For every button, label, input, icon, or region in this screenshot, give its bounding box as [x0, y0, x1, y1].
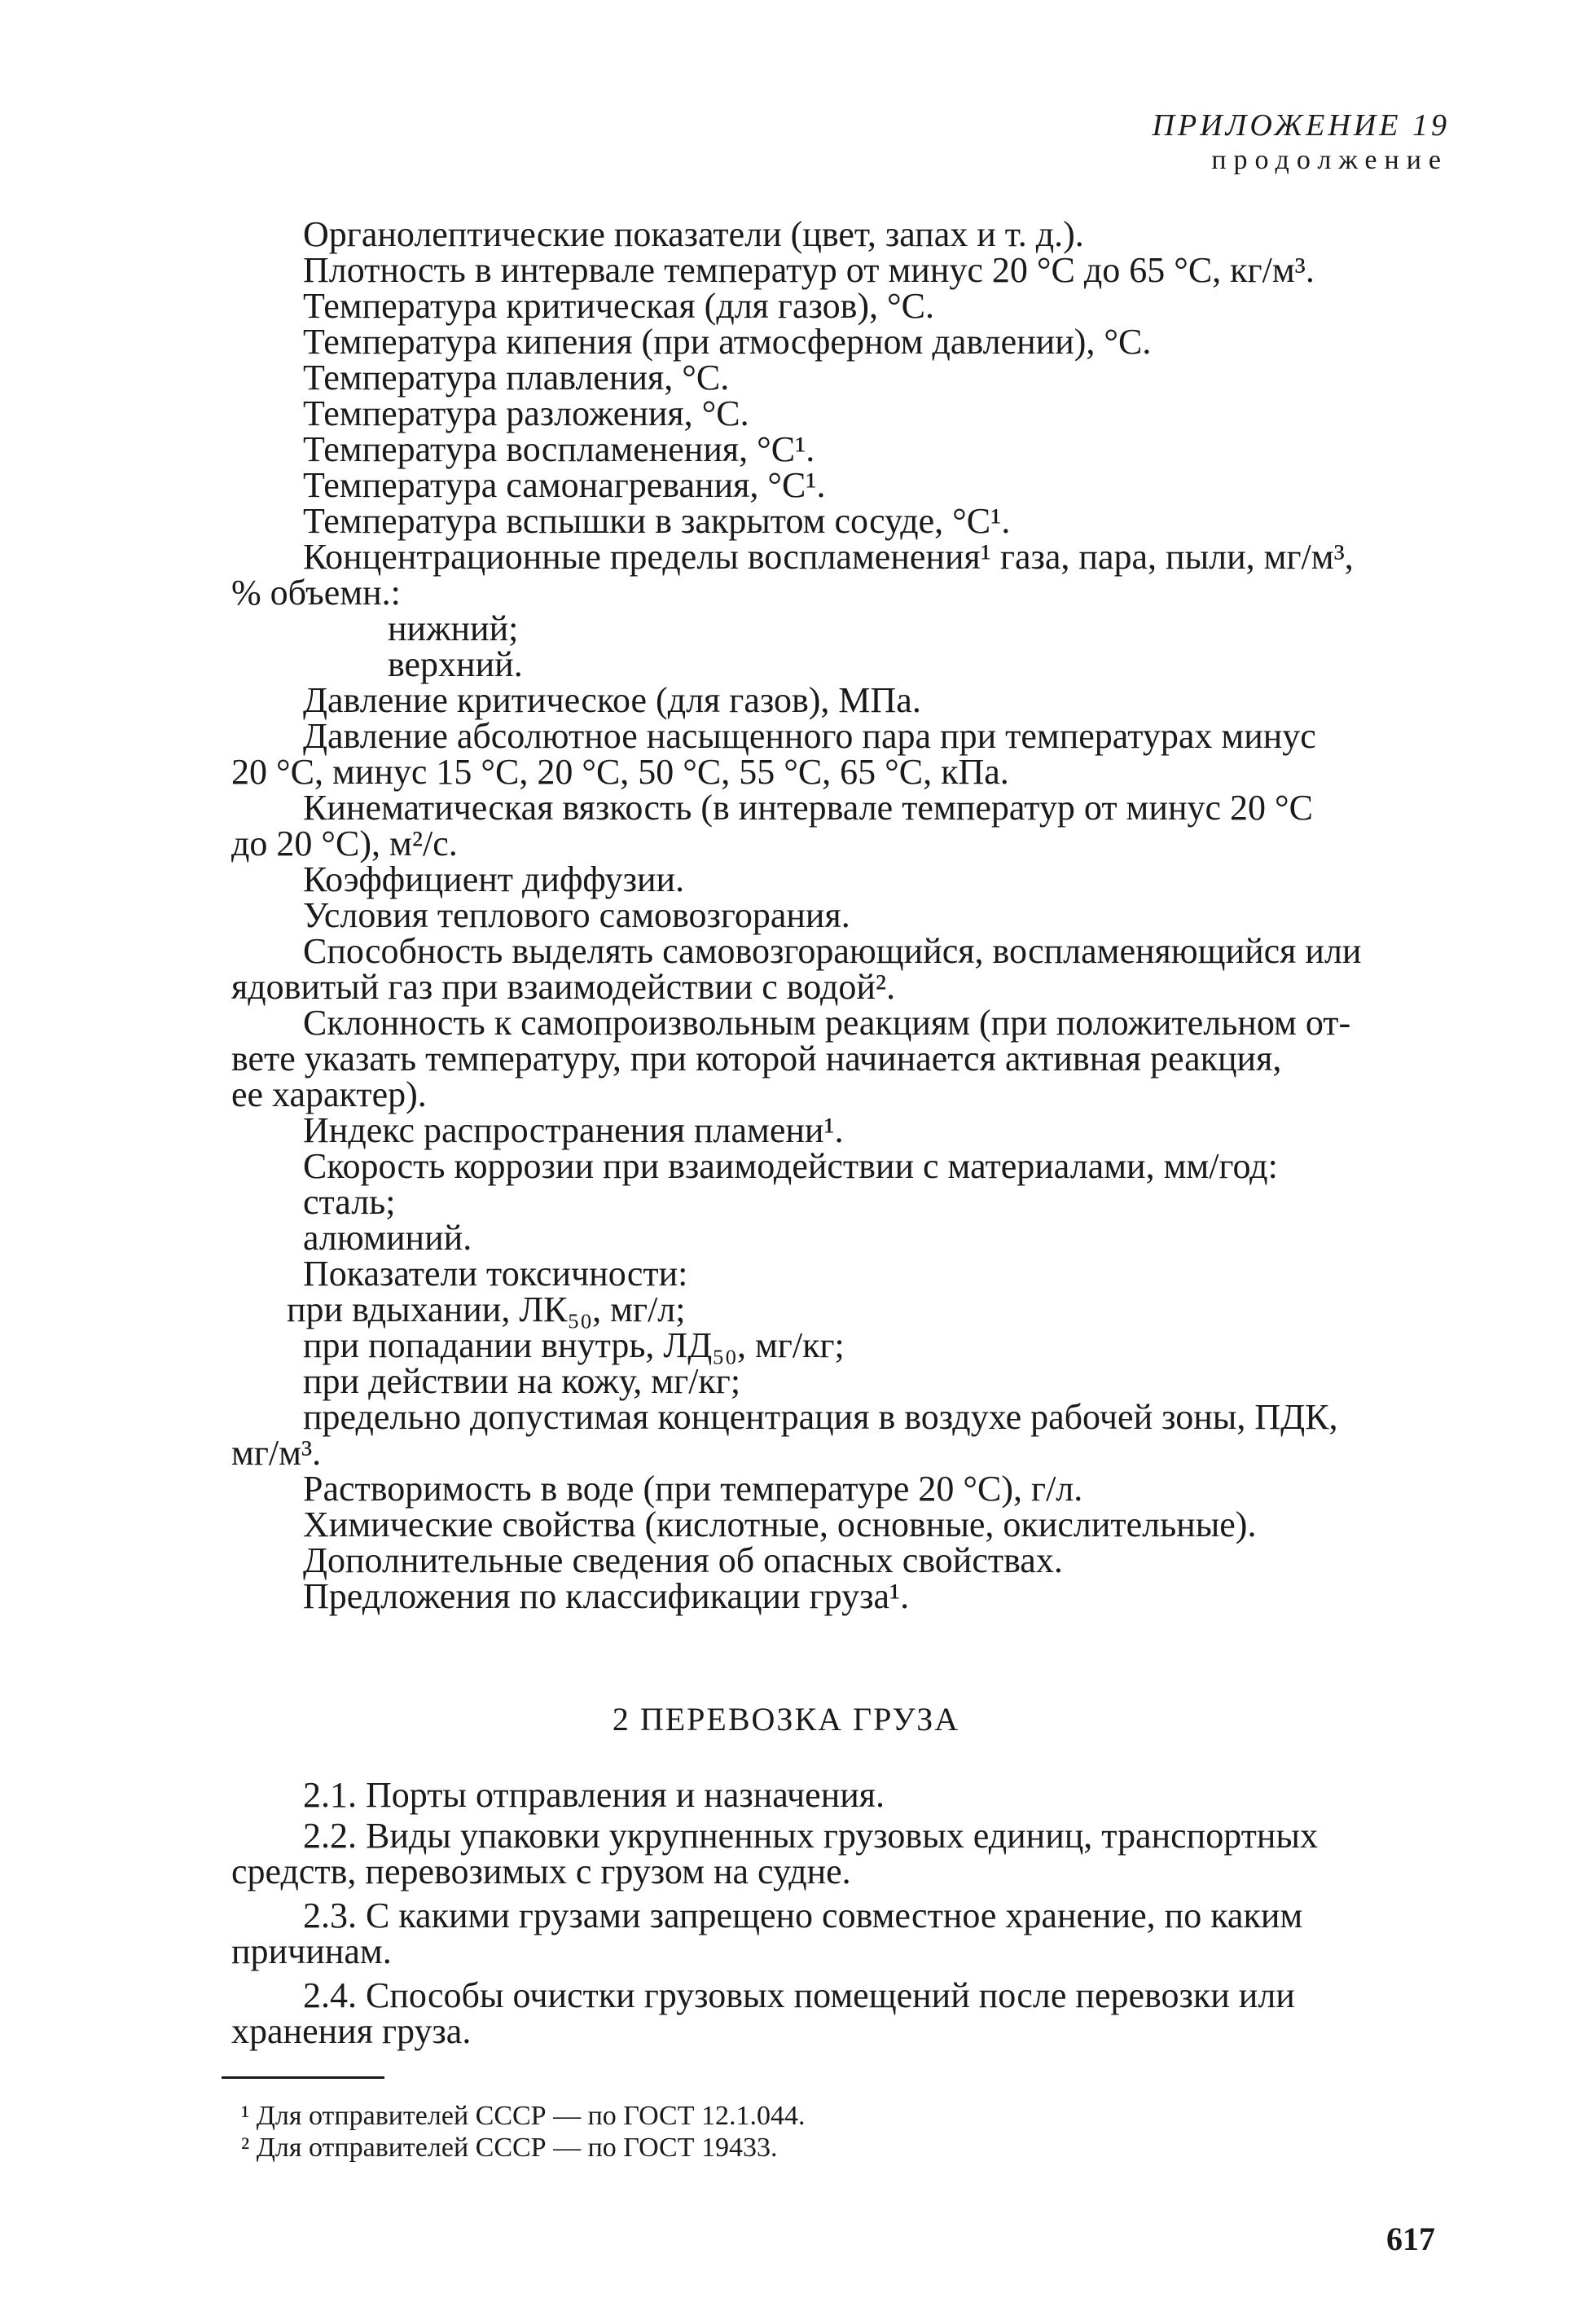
property-line: Показатели токсичности:: [303, 1254, 688, 1294]
property-line: Условия теплового самовозгорания.: [303, 895, 850, 935]
footnote-divider: [222, 2076, 384, 2079]
property-line: Давление абсолютное насыщенного пара при температурах минус: [303, 716, 1316, 756]
property-line: Скорость коррозии при взаимодействии с материалами, мм/год:: [303, 1146, 1278, 1186]
property-line: Температура критическая (для газов), °С.: [303, 286, 934, 326]
property-line: Предложения по классификации груза¹.: [303, 1576, 910, 1616]
property-line: верхний.: [388, 644, 523, 684]
property-line: Органолептические показатели (цвет, запах и т. д.).: [303, 214, 1084, 254]
property-line: Давление критическое (для газов), МПа.: [303, 680, 921, 720]
property-line: Температура воспламенения, °С¹.: [303, 429, 815, 469]
property-line: при действии на кожу, мг/кг;: [303, 1361, 741, 1401]
property-line: Температура кипения (при атмосферном давлении), °С.: [303, 322, 1152, 362]
property-line: мг/м³.: [231, 1433, 322, 1473]
property-line: 20 °С, минус 15 °С, 20 °С, 50 °С, 55 °С, 65 °С, кПа.: [231, 752, 1009, 792]
page-number: 617: [1386, 2221, 1435, 2257]
property-line: алюминий.: [303, 1218, 472, 1258]
property-line: Кинематическая вязкость (в интервале температур от минус 20 °С: [303, 788, 1313, 828]
property-line: Температура разложения, °С.: [303, 393, 749, 433]
property-line: Химические свойства (кислотные, основные, окислительные).: [303, 1505, 1257, 1544]
property-line: до 20 °С), м²/с.: [231, 824, 458, 863]
property-line: Коэффициент диффузии.: [303, 859, 685, 899]
property-line: предельно допустимая концентрация в воздухе рабочей зоны, ПДК,: [303, 1397, 1338, 1437]
property-line: сталь;: [303, 1182, 396, 1222]
property-line: Склонность к самопроизвольным реакциям (при положительном от-: [303, 1003, 1351, 1043]
section-heading: 2 ПЕРЕВОЗКА ГРУЗА: [612, 1701, 960, 1738]
section-line: средств, перевозимых с грузом на судне.: [231, 1852, 851, 1891]
section-line: хранения груза.: [231, 2011, 472, 2051]
section-line: 2.1. Порты отправления и назначения.: [303, 1775, 885, 1815]
property-line: Растворимость в воде (при температуре 20 °С), г/л.: [303, 1469, 1083, 1509]
property-line: Концентрационные пределы воспламенения¹ газа, пара, пыли, мг/м³,: [303, 537, 1354, 577]
footnote: ¹ Для отправителей СССР — по ГОСТ 12.1.044.: [241, 2101, 806, 2131]
property-line: ее характер).: [231, 1074, 427, 1114]
property-line: Плотность в интервале температур от минус 20 °С до 65 °С, кг/м³.: [303, 250, 1315, 290]
appendix-title: ПРИЛОЖЕНИЕ 19: [1152, 108, 1450, 143]
property-line: нижний;: [388, 608, 519, 648]
property-line: Температура вспышки в закрытом сосуде, °С¹.: [303, 501, 1011, 541]
footnote: ² Для отправителей СССР — по ГОСТ 19433.: [241, 2133, 778, 2163]
section-line: 2.3. С какими грузами запрещено совместное хранение, по каким: [303, 1896, 1303, 1935]
property-line: вете указать температуру, при которой начинается активная реакция,: [231, 1039, 1282, 1079]
section-line: причинам.: [231, 1931, 392, 1971]
section-line: 2.2. Виды упаковки укрупненных грузовых единиц, транспортных: [303, 1816, 1318, 1856]
property-line: ядовитый газ при взаимодействии с водой².: [231, 967, 896, 1007]
property-line: Температура самонагревания, °С¹.: [303, 465, 826, 505]
property-line: Индекс распространения пламени¹.: [303, 1110, 844, 1150]
section-line: 2.4. Способы очистки грузовых помещений после перевозки или: [303, 1975, 1295, 2015]
property-line: Способность выделять самовозгорающийся, воспламеняющийся или: [303, 931, 1362, 971]
property-line: Температура плавления, °С.: [303, 358, 730, 398]
property-line: при вдыхании, ЛК₅₀, мг/л;: [287, 1289, 686, 1329]
property-line: Дополнительные сведения об опасных свойствах.: [303, 1540, 1063, 1580]
property-line: при попадании внутрь, ЛД₅₀, мг/кг;: [303, 1325, 845, 1365]
property-line: % объемн.:: [231, 573, 401, 613]
appendix-subtitle: продолжение: [1211, 145, 1448, 175]
